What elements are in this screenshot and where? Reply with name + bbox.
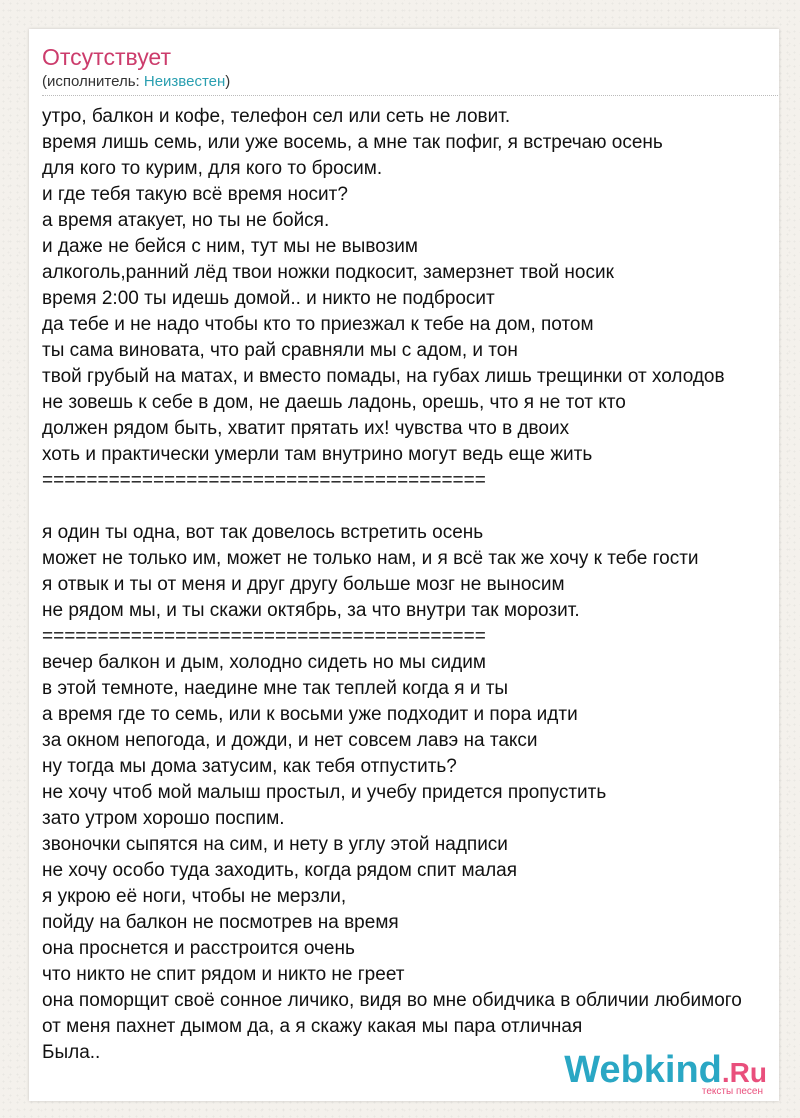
lyric-line: хоть и практически умерли там внутрино могут ведь еще жить xyxy=(42,444,593,465)
lyrics-page xyxy=(29,29,779,1101)
lyric-line: должен рядом быть, хватит прятать их! чувства что в двоих xyxy=(42,418,570,439)
lyric-line: время 2:00 ты идешь домой.. и никто не подбросит xyxy=(42,288,495,309)
lyric-line: я укрою её ноги, чтобы не мерзли, xyxy=(42,886,347,907)
watermark-tagline: тексты песен xyxy=(701,1086,763,1097)
lyric-line: зато утром хорошо поспим. xyxy=(42,808,285,829)
lyric-line: и даже не бейся с ним, тут мы не вывозим xyxy=(42,236,418,257)
watermark-brand-suffix: .Ru xyxy=(721,1057,767,1088)
lyric-line: твой грубый на матах, и вместо помады, на губах лишь трещинки от холодов xyxy=(42,366,725,387)
lyric-line: от меня пахнет дымом да, а я скажу какая мы пара отличная xyxy=(42,1016,583,1037)
lyric-line: ======================================== xyxy=(42,626,486,647)
lyric-line: не хочу особо туда заходить, когда рядом спит малая xyxy=(42,860,518,881)
artist-line xyxy=(42,73,230,91)
header-divider xyxy=(42,95,779,96)
lyric-line: она проснется и расстроится очень xyxy=(42,938,355,959)
lyric-line: и где тебя такую всё время носит? xyxy=(42,184,348,205)
lyric-line: Была.. xyxy=(42,1042,101,1063)
lyric-line: а время атакует, но ты не бойся. xyxy=(42,210,330,231)
lyric-line: она поморщит своё сонное личико, видя во мне обидчика в обличии любимого xyxy=(42,990,742,1011)
lyric-line: время лишь семь, или уже восемь, а мне так пофиг, я встречаю осень xyxy=(42,132,663,153)
lyric-line: в этой темноте, наедине мне так теплей когда я и ты xyxy=(42,678,509,699)
lyric-line: пойду на балкон не посмотрев на время xyxy=(42,912,399,933)
lyric-line: не зовешь к себе в дом, не даешь ладонь, орешь, что я не тот кто xyxy=(42,392,626,413)
lyric-line: алкоголь,ранний лёд твои ножки подкосит, замерзнет твой носик xyxy=(42,262,614,283)
lyric-line: для кого то курим, для кого то бросим. xyxy=(42,158,383,179)
lyric-line xyxy=(42,494,777,520)
lyric-line: вечер балкон и дым, холодно сидеть но мы сидим xyxy=(42,652,486,673)
lyric-line: а время где то семь, или к восьми уже подходит и пора идти xyxy=(42,704,578,725)
lyric-line: ======================================== xyxy=(42,470,486,491)
lyric-line: не рядом мы, и ты скажи октябрь, за что внутри так морозит. xyxy=(42,600,580,621)
lyric-line: не хочу чтоб мой малыш простыл, и учебу придется пропустить xyxy=(42,782,607,803)
lyric-line: может не только им, может не только нам, и я всё так же хочу к тебе гости xyxy=(42,548,699,569)
site-watermark xyxy=(564,1049,767,1097)
lyric-line: да тебе и не надо чтобы кто то приезжал к тебе на дом, потом xyxy=(42,314,594,335)
lyrics-body xyxy=(42,104,777,1066)
artist-prefix: (исполнитель: xyxy=(42,73,144,90)
lyric-line: за окном непогода, и дожди, и нет совсем лавэ на такси xyxy=(42,730,538,751)
lyric-line: ты сама виновата, что рай сравняли мы с адом, и тон xyxy=(42,340,518,361)
lyric-line: я один ты одна, вот так довелось встретить осень xyxy=(42,522,484,543)
lyric-line: я отвык и ты от меня и друг другу больше мозг не выносим xyxy=(42,574,565,595)
artist-suffix: ) xyxy=(225,73,231,90)
watermark-brand-main: Webkind xyxy=(564,1049,722,1091)
lyric-line: что никто не спит рядом и никто не греет xyxy=(42,964,405,985)
lyric-line: утро, балкон и кофе, телефон сел или сеть не ловит. xyxy=(42,106,511,127)
lyric-line: ну тогда мы дома затусим, как тебя отпустить? xyxy=(42,756,457,777)
lyric-line: звоночки сыпятся на сим, и нету в углу этой надписи xyxy=(42,834,508,855)
song-title: Отсутствует xyxy=(42,44,171,70)
artist-link[interactable]: Неизвестен xyxy=(143,73,226,90)
